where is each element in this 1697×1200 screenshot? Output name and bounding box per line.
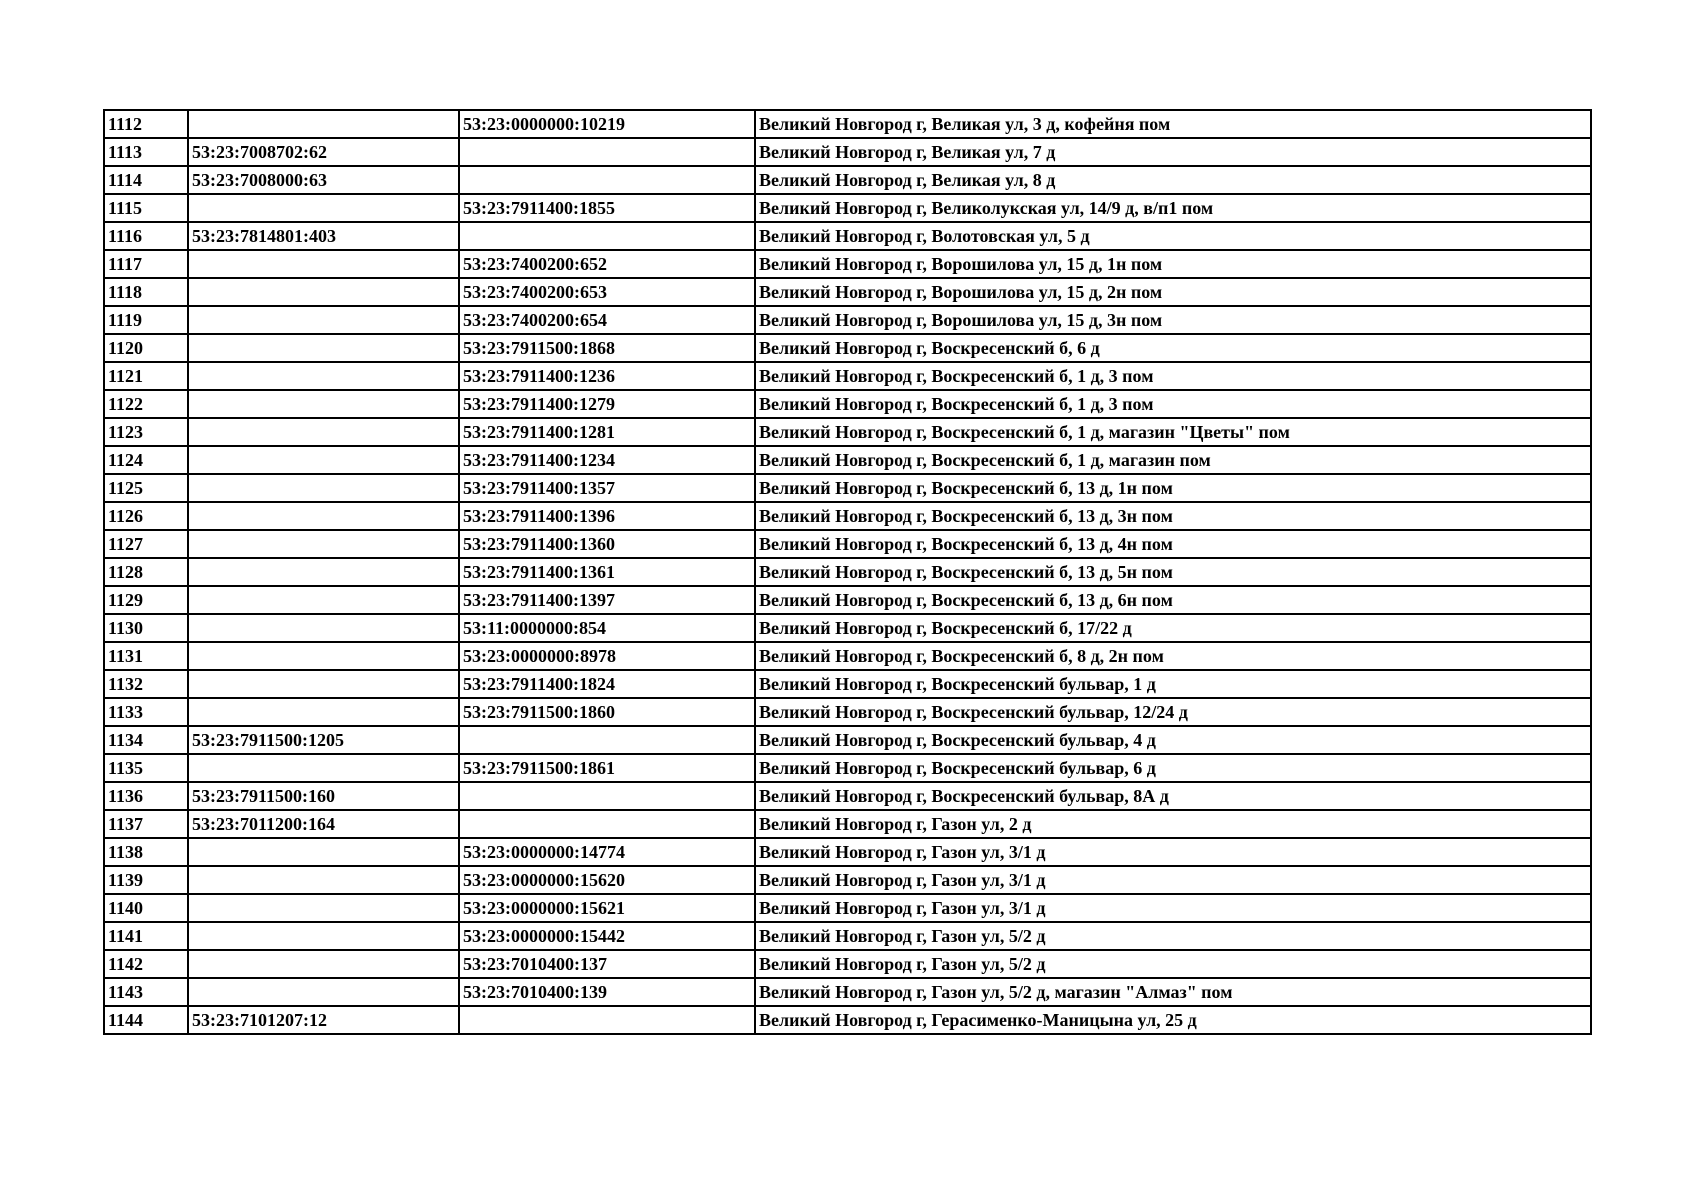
row-number-cell: 1133 <box>104 698 188 726</box>
address-cell: Великий Новгород г, Воскресенский б, 13 д, 1н пом <box>755 474 1591 502</box>
table-row <box>104 222 1591 250</box>
cadastral-number-alt-cell <box>459 810 755 838</box>
table-row <box>104 558 1591 586</box>
address-cell: Великий Новгород г, Великолукская ул, 14/9 д, в/п1 пом <box>755 194 1591 222</box>
table-row <box>104 894 1591 922</box>
cadastral-number-cell <box>188 614 459 642</box>
cadastral-number-alt-cell: 53:23:0000000:15442 <box>459 922 755 950</box>
cadastral-number-cell <box>188 922 459 950</box>
cadastral-number-cell: 53:23:7814801:403 <box>188 222 459 250</box>
row-number-cell: 1115 <box>104 194 188 222</box>
cadastral-number-cell <box>188 306 459 334</box>
row-number-cell: 1122 <box>104 390 188 418</box>
table-row <box>104 810 1591 838</box>
table-row <box>104 950 1591 978</box>
table-row <box>104 334 1591 362</box>
table-row <box>104 838 1591 866</box>
cadastral-number-cell <box>188 866 459 894</box>
address-cell: Великий Новгород г, Воскресенский бульвар, 12/24 д <box>755 698 1591 726</box>
table-row <box>104 138 1591 166</box>
address-cell: Великий Новгород г, Великая ул, 3 д, кофейня пом <box>755 110 1591 138</box>
table-row <box>104 782 1591 810</box>
cadastral-number-alt-cell: 53:23:0000000:8978 <box>459 642 755 670</box>
cadastral-number-cell <box>188 390 459 418</box>
cadastral-number-alt-cell <box>459 222 755 250</box>
property-registry-table <box>103 109 1592 1035</box>
cadastral-number-cell: 53:23:7911500:160 <box>188 782 459 810</box>
cadastral-number-alt-cell: 53:23:7911400:1234 <box>459 446 755 474</box>
row-number-cell: 1143 <box>104 978 188 1006</box>
address-cell: Великий Новгород г, Герасименко-Маницына ул, 25 д <box>755 1006 1591 1034</box>
table-row <box>104 1006 1591 1034</box>
cadastral-number-cell <box>188 950 459 978</box>
address-cell: Великий Новгород г, Воскресенский б, 17/22 д <box>755 614 1591 642</box>
row-number-cell: 1130 <box>104 614 188 642</box>
address-cell: Великий Новгород г, Газон ул, 5/2 д <box>755 922 1591 950</box>
table-row <box>104 726 1591 754</box>
address-cell: Великий Новгород г, Воскресенский бульвар, 4 д <box>755 726 1591 754</box>
cadastral-number-cell <box>188 446 459 474</box>
address-cell: Великий Новгород г, Великая ул, 7 д <box>755 138 1591 166</box>
row-number-cell: 1136 <box>104 782 188 810</box>
cadastral-number-cell <box>188 558 459 586</box>
address-cell: Великий Новгород г, Воскресенский б, 13 д, 5н пом <box>755 558 1591 586</box>
table-row <box>104 922 1591 950</box>
cadastral-number-cell <box>188 754 459 782</box>
row-number-cell: 1144 <box>104 1006 188 1034</box>
row-number-cell: 1126 <box>104 502 188 530</box>
address-cell: Великий Новгород г, Воскресенский бульвар, 6 д <box>755 754 1591 782</box>
cadastral-number-alt-cell: 53:23:7911400:1360 <box>459 530 755 558</box>
table-row <box>104 978 1591 1006</box>
address-cell: Великий Новгород г, Газон ул, 5/2 д, магазин "Алмаз" пом <box>755 978 1591 1006</box>
row-number-cell: 1134 <box>104 726 188 754</box>
cadastral-number-alt-cell <box>459 726 755 754</box>
cadastral-number-alt-cell: 53:23:0000000:15621 <box>459 894 755 922</box>
table-row <box>104 586 1591 614</box>
address-cell: Великий Новгород г, Газон ул, 3/1 д <box>755 894 1591 922</box>
cadastral-number-alt-cell: 53:23:7911500:1868 <box>459 334 755 362</box>
row-number-cell: 1128 <box>104 558 188 586</box>
table-row <box>104 474 1591 502</box>
address-cell: Великий Новгород г, Воскресенский б, 13 д, 6н пом <box>755 586 1591 614</box>
address-cell: Великий Новгород г, Воскресенский б, 1 д, магазин "Цветы" пом <box>755 418 1591 446</box>
cadastral-number-alt-cell: 53:23:7911500:1861 <box>459 754 755 782</box>
cadastral-number-alt-cell: 53:23:7400200:654 <box>459 306 755 334</box>
row-number-cell: 1113 <box>104 138 188 166</box>
cadastral-number-cell <box>188 670 459 698</box>
row-number-cell: 1124 <box>104 446 188 474</box>
table-row <box>104 306 1591 334</box>
table-row <box>104 110 1591 138</box>
address-cell: Великий Новгород г, Воскресенский б, 1 д, 3 пом <box>755 390 1591 418</box>
cadastral-number-alt-cell: 53:23:7911400:1357 <box>459 474 755 502</box>
row-number-cell: 1123 <box>104 418 188 446</box>
row-number-cell: 1129 <box>104 586 188 614</box>
table-row <box>104 194 1591 222</box>
row-number-cell: 1112 <box>104 110 188 138</box>
row-number-cell: 1142 <box>104 950 188 978</box>
row-number-cell: 1131 <box>104 642 188 670</box>
cadastral-number-alt-cell: 53:23:7911400:1397 <box>459 586 755 614</box>
address-cell: Великий Новгород г, Газон ул, 5/2 д <box>755 950 1591 978</box>
cadastral-number-alt-cell <box>459 1006 755 1034</box>
row-number-cell: 1116 <box>104 222 188 250</box>
cadastral-number-cell <box>188 278 459 306</box>
row-number-cell: 1120 <box>104 334 188 362</box>
address-cell: Великий Новгород г, Воскресенский б, 1 д, 3 пом <box>755 362 1591 390</box>
row-number-cell: 1119 <box>104 306 188 334</box>
row-number-cell: 1127 <box>104 530 188 558</box>
address-cell: Великий Новгород г, Ворошилова ул, 15 д, 2н пом <box>755 278 1591 306</box>
address-cell: Великий Новгород г, Газон ул, 3/1 д <box>755 838 1591 866</box>
row-number-cell: 1132 <box>104 670 188 698</box>
table-row <box>104 670 1591 698</box>
table-row <box>104 698 1591 726</box>
table-row <box>104 362 1591 390</box>
row-number-cell: 1141 <box>104 922 188 950</box>
cadastral-number-alt-cell: 53:23:0000000:15620 <box>459 866 755 894</box>
cadastral-number-cell <box>188 698 459 726</box>
address-cell: Великий Новгород г, Воскресенский б, 13 д, 3н пом <box>755 502 1591 530</box>
cadastral-number-alt-cell: 53:23:7911400:1279 <box>459 390 755 418</box>
cadastral-number-alt-cell: 53:23:7400200:652 <box>459 250 755 278</box>
cadastral-number-alt-cell <box>459 166 755 194</box>
address-cell: Великий Новгород г, Воскресенский б, 1 д, магазин пом <box>755 446 1591 474</box>
row-number-cell: 1117 <box>104 250 188 278</box>
address-cell: Великий Новгород г, Воскресенский б, 13 д, 4н пом <box>755 530 1591 558</box>
cadastral-number-alt-cell: 53:23:0000000:10219 <box>459 110 755 138</box>
table-row <box>104 166 1591 194</box>
row-number-cell: 1135 <box>104 754 188 782</box>
address-cell: Великий Новгород г, Воскресенский бульвар, 1 д <box>755 670 1591 698</box>
table-row <box>104 250 1591 278</box>
address-cell: Великий Новгород г, Воскресенский бульвар, 8А д <box>755 782 1591 810</box>
cadastral-number-alt-cell: 53:23:7911500:1860 <box>459 698 755 726</box>
cadastral-number-alt-cell: 53:23:7911400:1855 <box>459 194 755 222</box>
cadastral-number-cell <box>188 418 459 446</box>
table-row <box>104 418 1591 446</box>
address-cell: Великий Новгород г, Великая ул, 8 д <box>755 166 1591 194</box>
cadastral-number-cell <box>188 838 459 866</box>
address-cell: Великий Новгород г, Воскресенский б, 8 д, 2н пом <box>755 642 1591 670</box>
cadastral-number-cell <box>188 474 459 502</box>
cadastral-number-alt-cell: 53:23:7010400:137 <box>459 950 755 978</box>
row-number-cell: 1140 <box>104 894 188 922</box>
cadastral-number-alt-cell: 53:23:7911400:1824 <box>459 670 755 698</box>
row-number-cell: 1114 <box>104 166 188 194</box>
cadastral-number-cell <box>188 250 459 278</box>
table-row <box>104 642 1591 670</box>
cadastral-number-cell: 53:23:7011200:164 <box>188 810 459 838</box>
cadastral-number-alt-cell: 53:23:7911400:1396 <box>459 502 755 530</box>
cadastral-number-alt-cell: 53:11:0000000:854 <box>459 614 755 642</box>
cadastral-number-cell <box>188 530 459 558</box>
cadastral-number-cell: 53:23:7101207:12 <box>188 1006 459 1034</box>
cadastral-number-alt-cell: 53:23:0000000:14774 <box>459 838 755 866</box>
address-cell: Великий Новгород г, Газон ул, 2 д <box>755 810 1591 838</box>
cadastral-number-alt-cell: 53:23:7911400:1236 <box>459 362 755 390</box>
cadastral-number-cell <box>188 978 459 1006</box>
cadastral-number-cell <box>188 362 459 390</box>
table-row <box>104 614 1591 642</box>
cadastral-number-alt-cell <box>459 138 755 166</box>
cadastral-number-cell: 53:23:7008000:63 <box>188 166 459 194</box>
cadastral-number-cell <box>188 586 459 614</box>
cadastral-number-alt-cell: 53:23:7911400:1281 <box>459 418 755 446</box>
cadastral-number-cell <box>188 502 459 530</box>
row-number-cell: 1125 <box>104 474 188 502</box>
cadastral-number-cell: 53:23:7008702:62 <box>188 138 459 166</box>
cadastral-number-alt-cell: 53:23:7400200:653 <box>459 278 755 306</box>
cadastral-number-cell <box>188 194 459 222</box>
cadastral-number-alt-cell: 53:23:7010400:139 <box>459 978 755 1006</box>
row-number-cell: 1121 <box>104 362 188 390</box>
table-row <box>104 446 1591 474</box>
table-row <box>104 390 1591 418</box>
table-row <box>104 278 1591 306</box>
row-number-cell: 1137 <box>104 810 188 838</box>
table-row <box>104 754 1591 782</box>
cadastral-number-cell <box>188 334 459 362</box>
cadastral-number-alt-cell <box>459 782 755 810</box>
address-cell: Великий Новгород г, Ворошилова ул, 15 д, 3н пом <box>755 306 1591 334</box>
cadastral-number-cell: 53:23:7911500:1205 <box>188 726 459 754</box>
row-number-cell: 1138 <box>104 838 188 866</box>
table-row <box>104 530 1591 558</box>
table-row <box>104 502 1591 530</box>
address-cell: Великий Новгород г, Газон ул, 3/1 д <box>755 866 1591 894</box>
address-cell: Великий Новгород г, Ворошилова ул, 15 д, 1н пом <box>755 250 1591 278</box>
cadastral-number-cell <box>188 642 459 670</box>
registry-table-body <box>104 110 1591 1034</box>
row-number-cell: 1118 <box>104 278 188 306</box>
cadastral-number-cell <box>188 894 459 922</box>
address-cell: Великий Новгород г, Воскресенский б, 6 д <box>755 334 1591 362</box>
table-row <box>104 866 1591 894</box>
row-number-cell: 1139 <box>104 866 188 894</box>
cadastral-number-alt-cell: 53:23:7911400:1361 <box>459 558 755 586</box>
cadastral-number-cell <box>188 110 459 138</box>
address-cell: Великий Новгород г, Волотовская ул, 5 д <box>755 222 1591 250</box>
